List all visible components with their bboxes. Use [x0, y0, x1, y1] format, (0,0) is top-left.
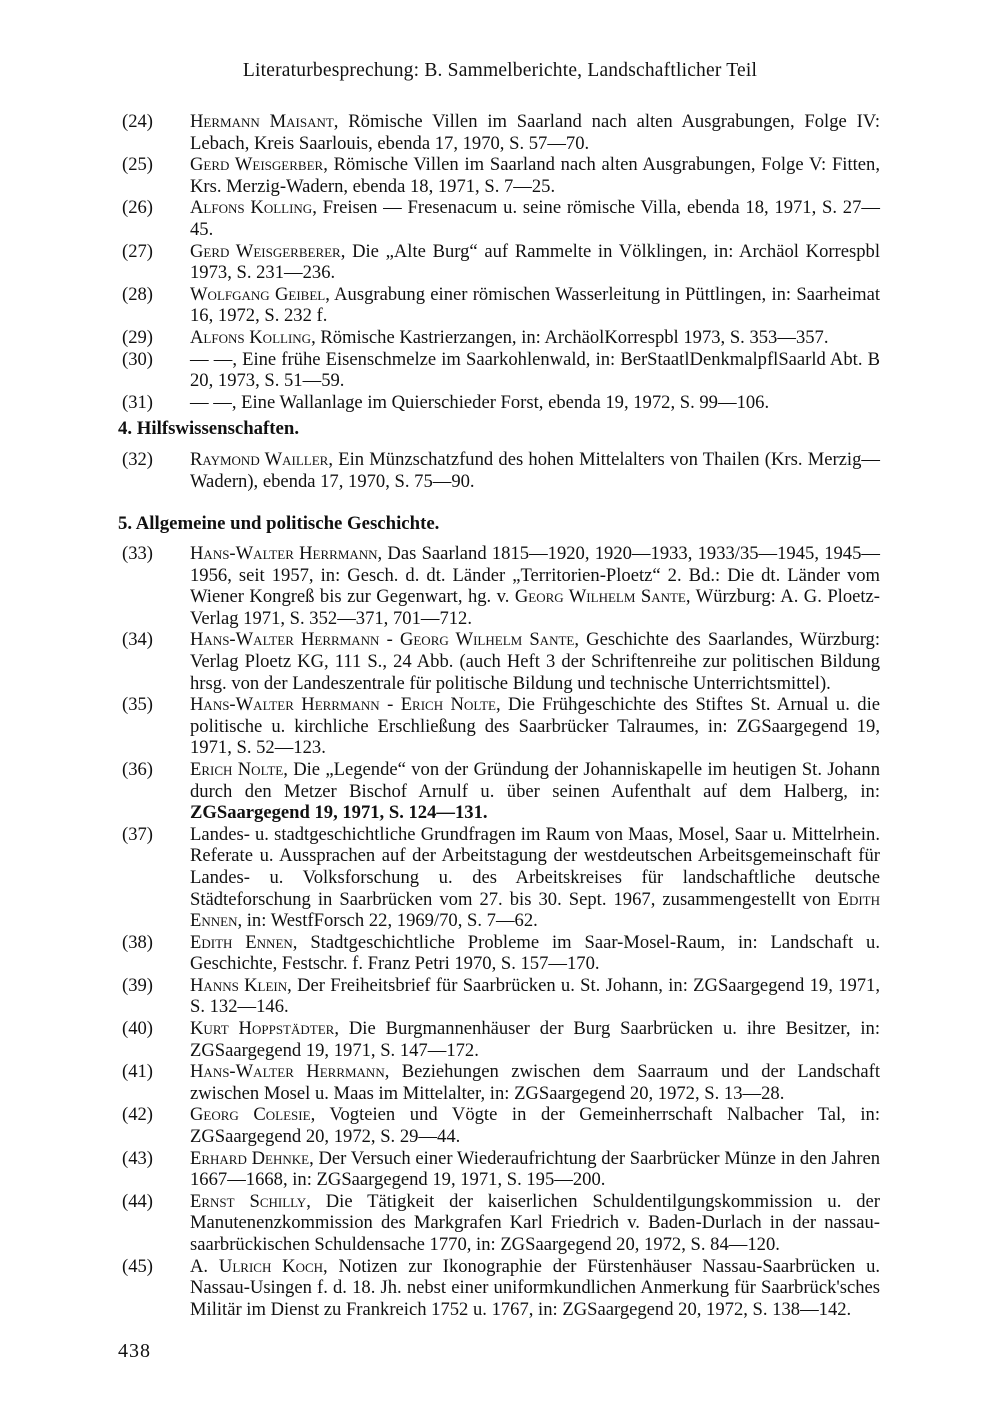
bibliography-entry: [118, 1148, 880, 1191]
author-name: Wolfgang Geibel: [190, 283, 326, 305]
citation-text: , Römische Kastrierzangen, in: ArchäolKorrespbl 1973, S. 353—357.: [311, 326, 829, 348]
citation-text: A.: [190, 1255, 219, 1277]
citation-text: , Der Versuch einer Wiederaufrichtung der Saarbrücker Münze in den Jahren 1667—1668, in: ZGSaargegend 19, 1971, S. 195—200.: [190, 1147, 880, 1191]
author-name: Hans-Walter Herrmann: [190, 543, 378, 564]
citation-text: , Die Frühgeschichte des Stiftes St. Arnual u. die politische u. kirchliche Erschließung des Saarbrücker Talraumes, in: ZGSaargegend 19, 1971, S. 52—123.: [190, 694, 880, 759]
citation-text: -: [379, 629, 400, 651]
entry-text: [190, 694, 880, 759]
bibliography-entry: [118, 349, 880, 392]
citation-text: , Ausgrabung einer römischen Wasserleitung in Püttlingen, in: Saarheimat 16, 1972, S. 232 f.: [190, 283, 880, 327]
bibliography-entry: [118, 759, 880, 824]
citation-text: , Die Tätigkeit der kaiserlichen Schuldentilgungskommission u. der Manutenenzkommission des Markgrafen Karl Friedrich v. Baden-Durlach in der nassau-saarbrückischen Schuldensache 1770, in: ZGSaargegend 20, 1972, S. 84—120.: [190, 1190, 880, 1255]
bibliography-entry: [118, 629, 880, 694]
entry-text: [190, 1148, 880, 1191]
entry-text: [190, 975, 880, 1018]
entry-number: (27): [122, 240, 153, 262]
bibliography-section-archaeology: [118, 111, 880, 413]
entry-number: (44): [122, 1190, 153, 1212]
citation-text: Landes- u. stadtgeschichtliche Grundfragen im Raum von Maas, Mosel, Saar u. Mittelrhein. Referate u. Aussprachen auf der Arbeitstagung der westdeutschen Arbeitsgemeinschaft für Landes- u. Volksforschung u. des Arbeitskreises für landschaftliche deutsche Städteforschung in Saarbrücken vom 27. bis 30. Sept. 1967, zusammengestellt von: [190, 823, 880, 910]
citation-text: , Geschichte des Saarlandes, Würzburg: Verlag Ploetz KG, 111 S., 24 Abb. (auch Heft 3 der Schriftenreihe zur politischen Bildung hrsg. von der Landeszentrale für politische Bildung und technische Unterrichtsmittel).: [190, 629, 881, 694]
bibliography-entry: [118, 1104, 880, 1147]
bibliography-entry: [118, 932, 880, 975]
author-name: Hanns Klein: [190, 974, 288, 996]
author-name: Alfons Kolling: [190, 197, 313, 219]
bibliography-entry: [118, 284, 880, 327]
bibliography-entry: [118, 543, 880, 629]
citation-text-bold: ZGSaargegend 19, 1971, S. 124—131.: [190, 802, 488, 824]
bibliography-section-history: [118, 543, 880, 1320]
author-name: Erhard Dehnke: [190, 1147, 310, 1169]
author-name: Gerd Weisgerberer: [190, 240, 341, 262]
author-name: Georg Colesie: [190, 1104, 311, 1126]
entry-text: [190, 392, 880, 414]
entry-text: [190, 111, 880, 154]
citation-text: — —, Eine frühe Eisenschmelze im Saarkohlenwald, in: BerStaatlDenkmalpflSaarld Abt. B 20, 1973, S. 51—59.: [190, 348, 880, 392]
citation-text: , Die Burgmannenhäuser der Burg Saarbrücken u. ihre Besitzer, in: ZGSaargegend 19, 1971, S. 147—172.: [190, 1018, 880, 1061]
citation-text: , Die „Alte Burg“ auf Rammelte in Völklingen, in: Archäol Korrespbl 1973, S. 231—236.: [190, 240, 880, 284]
author-name: Edith Ennen: [190, 888, 880, 932]
bibliography-entry: [118, 824, 880, 932]
bibliography-section-auxiliary: [118, 449, 880, 492]
citation-text: , Das Saarland 1815—1920, 1920—1933, 1933/35—1945, 1945—1956, seit 1957, in: Gesch. d. dt. Länder „Territorien-Ploetz“ 2. Bd.: Die dt. Länder vom Wiener Kongreß bis zur Gegenwart, hg. v.: [190, 543, 880, 608]
author-name: Hans-Walter Herrmann: [190, 629, 380, 651]
entry-number: (30): [122, 348, 153, 370]
entry-text: [190, 629, 880, 694]
bibliography-entry: [118, 327, 880, 349]
entry-number: (31): [122, 391, 153, 413]
section-heading-5: 5. Allgemeine und politische Geschichte.: [118, 513, 440, 534]
entry-number: (33): [122, 543, 153, 564]
entry-number: (40): [122, 1018, 153, 1040]
entry-text: [190, 1104, 880, 1147]
author-name: Hans-Walter Herrmann: [190, 694, 380, 716]
author-name: Alfons Kolling: [190, 326, 312, 348]
citation-text: , Römische Villen im Saarland nach alten Ausgrabungen, Folge V: Fitten, Krs. Merzig-Wadern, ebenda 18, 1971, S. 7—25.: [190, 154, 881, 197]
entry-number: (32): [122, 449, 153, 470]
citation-text: , Notizen zur Ikonographie der Fürstenhäuser Nassau-Saarbrücken u. Nassau-Usingen f. d. 18. Jh. nebst einer uniformkundlichen Anmerkung für Saarbrück'sches Militär im Dienst zu Frankreich 1752 u. 1767, in: ZGSaargegend 20, 1972, S. 138—142.: [190, 1255, 881, 1320]
entry-text: [190, 1256, 880, 1321]
entry-number: (41): [122, 1061, 153, 1083]
bibliography-entry: [118, 111, 880, 154]
entry-number: (26): [122, 197, 153, 219]
author-name: Hans-Walter Herrmann: [190, 1061, 385, 1083]
author-name: Ulrich Koch: [218, 1255, 324, 1277]
citation-text: -: [379, 694, 401, 716]
author-name: Raymond Wailler: [190, 449, 329, 470]
entry-number: (24): [122, 111, 153, 132]
entry-text: [190, 1061, 880, 1104]
author-name: Georg Wilhelm Sante: [514, 586, 686, 608]
bibliography-entry: [118, 975, 880, 1018]
bibliography-entry: [118, 1061, 880, 1104]
entry-number: (35): [122, 694, 153, 716]
entry-number: (39): [122, 974, 153, 996]
author-name: Erich Nolte: [190, 758, 284, 780]
citation-text: , Vogteien und Vögte in der Gemeinherrschaft Nalbacher Tal, in: ZGSaargegend 20, 1972, S. 29—44.: [190, 1104, 880, 1148]
entry-text: [190, 327, 880, 349]
entry-text: [190, 1191, 880, 1256]
citation-text: , Römische Villen im Saarland nach alten Ausgrabungen, Folge IV: Lebach, Kreis Saarlouis, ebenda 17, 1970, S. 57—70.: [190, 111, 881, 154]
bibliography-entry: [118, 449, 880, 492]
entry-number: (38): [122, 931, 153, 953]
bibliography-entry: [118, 1256, 880, 1321]
entry-text: [190, 349, 880, 392]
entry-number: (28): [122, 283, 153, 305]
citation-text: — —, Eine Wallanlage im Quierschieder Forst, ebenda 19, 1972, S. 99—106.: [190, 391, 770, 413]
author-name: Hermann Maisant: [190, 111, 334, 132]
section-heading-4: 4. Hilfswissenschaften.: [118, 418, 300, 439]
entry-text: [190, 449, 880, 492]
page-number: 438: [118, 1340, 151, 1362]
citation-text: , Würzburg: A. G. Ploetz-Verlag 1971, S. 352—371, 701—712.: [190, 586, 880, 629]
entry-text: [190, 932, 880, 975]
entry-text: [190, 241, 880, 284]
author-name: Edith Ennen: [190, 931, 293, 953]
entry-number: (45): [122, 1255, 153, 1277]
bibliography-entry: [118, 694, 880, 759]
entry-text: [190, 759, 880, 824]
bibliography-entry: [118, 197, 880, 240]
entry-text: [190, 197, 880, 240]
bibliography-entry: [118, 154, 880, 197]
author-name: Erich Nolte: [400, 694, 496, 716]
author-name: Georg Wilhelm Sante: [399, 629, 575, 651]
citation-text: , Freisen — Fresenacum u. seine römische Villa, ebenda 18, 1971, S. 27—45.: [190, 197, 880, 240]
entry-text: [190, 1018, 880, 1061]
entry-number: (34): [122, 629, 153, 651]
author-name: Ernst Schilly: [190, 1190, 307, 1212]
bibliography-entry: [118, 1018, 880, 1061]
entry-number: (37): [122, 823, 153, 845]
citation-text: , Ein Münzschatzfund des hohen Mittelalters von Thailen (Krs. Merzig—Wadern), ebenda 17, 1970, S. 75—90.: [190, 449, 880, 492]
citation-text: , Der Freiheitsbrief für Saarbrücken u. St. Johann, in: ZGSaargegend 19, 1971, S. 132—146.: [190, 974, 880, 1018]
bibliography-entry: [118, 241, 880, 284]
bibliography-entry: [118, 1191, 880, 1256]
entry-number: (43): [122, 1147, 153, 1169]
author-name: Gerd Weisgerber: [190, 154, 324, 176]
entry-number: (36): [122, 758, 153, 780]
entry-number: (29): [122, 326, 153, 348]
entry-text: [190, 154, 880, 197]
author-name: Kurt Hoppstädter: [190, 1018, 335, 1040]
entry-text: [190, 284, 880, 327]
entry-text: [190, 824, 880, 932]
citation-text: , in: WestfForsch 22, 1969/70, S. 7—62.: [237, 910, 538, 932]
citation-text: , Beziehungen zwischen dem Saarraum und der Landschaft zwischen Mosel u. Maas im Mittelalter, in: ZGSaargegend 20, 1972, S. 13—28.: [190, 1061, 880, 1104]
entry-number: (42): [122, 1104, 153, 1126]
entry-number: (25): [122, 154, 153, 176]
entry-text: [190, 543, 880, 629]
citation-text: , Stadtgeschichtliche Probleme im Saar-Mosel-Raum, in: Landschaft u. Geschichte, Festschr. f. Franz Petri 1970, S. 157—170.: [190, 931, 880, 975]
bibliography-entry: [118, 392, 880, 414]
citation-text: , Die „Legende“ von der Gründung der Johanniskapelle im heutigen St. Johann durch den Metzer Bischof Arnulf u. über seinen Aufenthalt auf dem Halberg, in:: [190, 758, 881, 802]
running-header: Literaturbesprechung: B. Sammelberichte, Landschaftlicher Teil: [242, 60, 758, 81]
